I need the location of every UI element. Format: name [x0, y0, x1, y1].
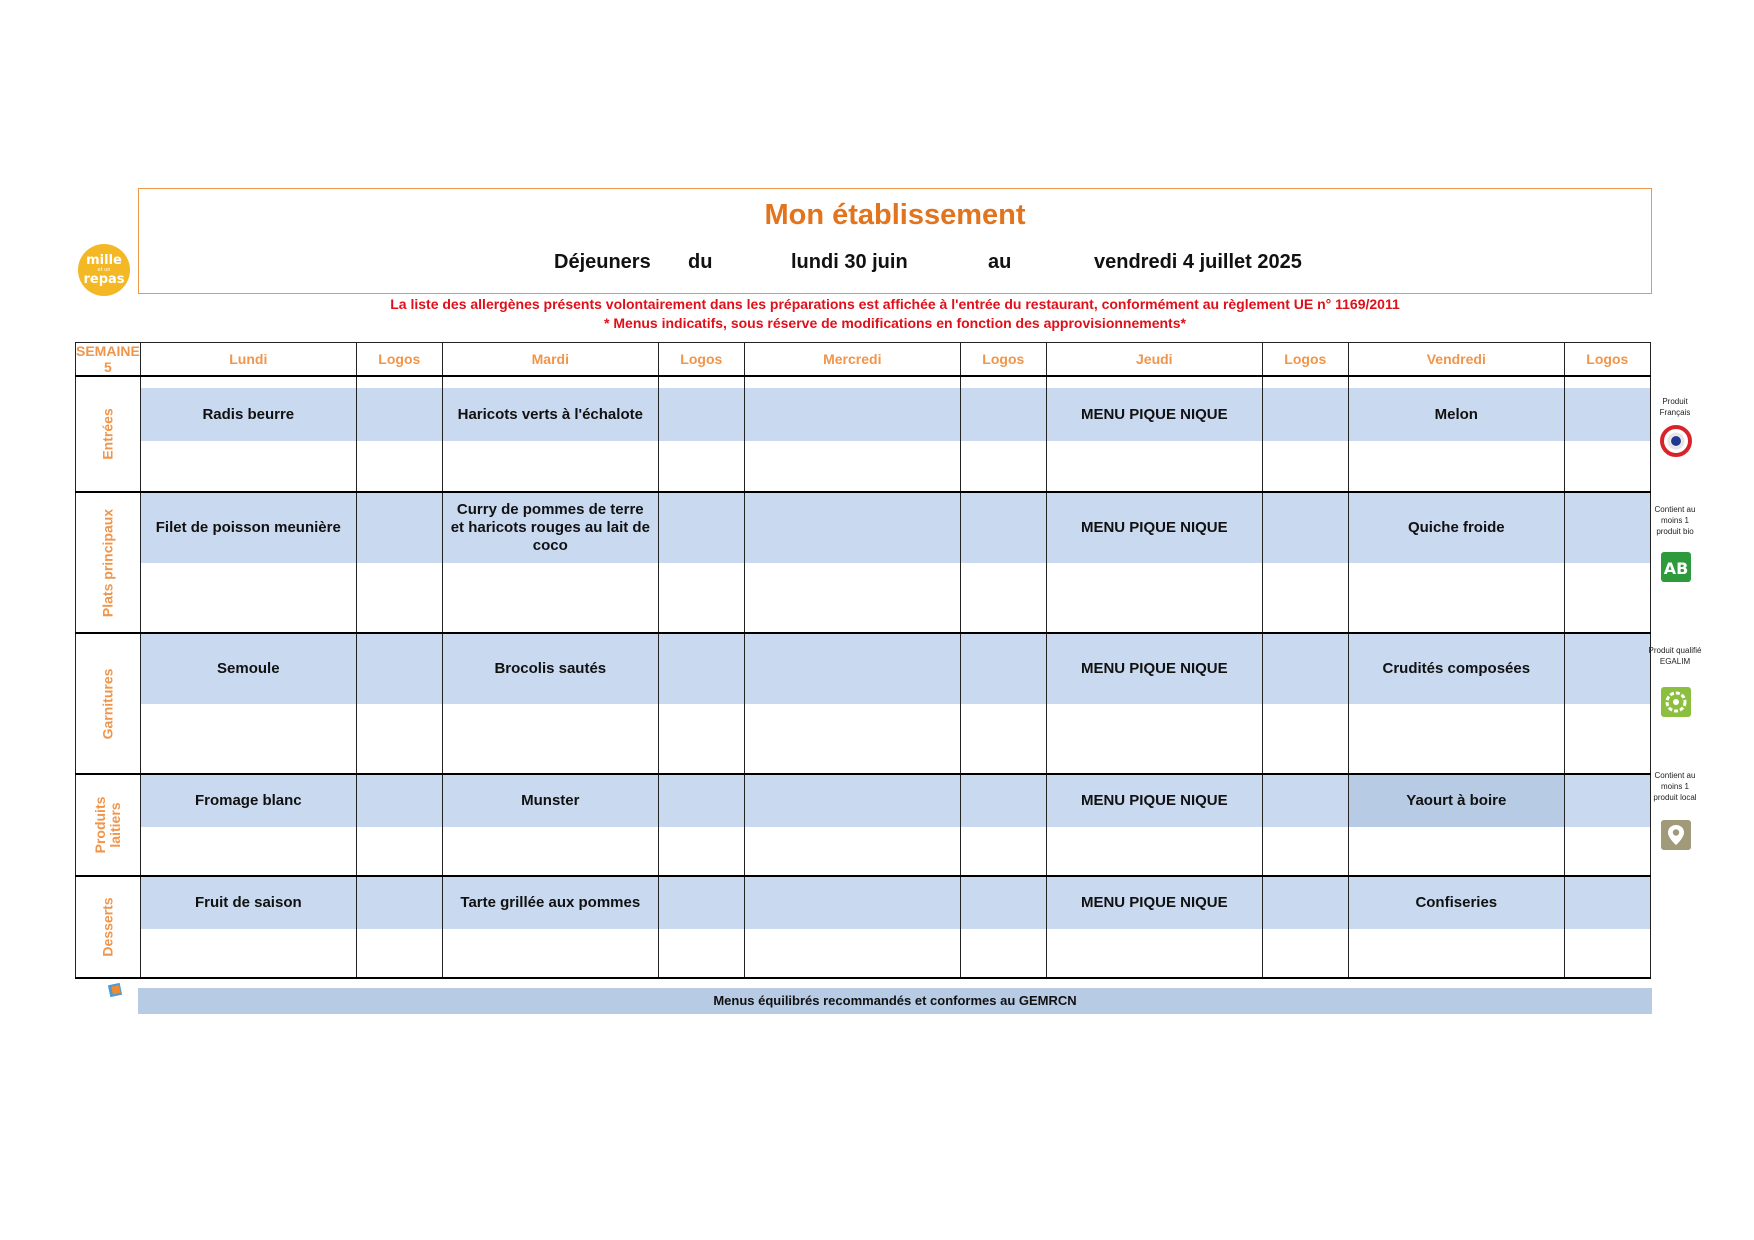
logos-band [1565, 388, 1650, 441]
logos-band [659, 493, 744, 563]
logos-cell [960, 774, 1046, 876]
category-label: Desserts [99, 897, 116, 957]
dish-name: Yaourt à boire [1349, 775, 1564, 827]
category-garnitures [76, 633, 141, 774]
dish-name [745, 775, 960, 827]
dish-name: Radis beurre [141, 388, 356, 441]
category-label: Plats principaux [99, 508, 116, 617]
category-produits-laitiers [76, 774, 141, 876]
logo-text-1: mille [86, 253, 122, 268]
col-header-mercredi: Mercredi [744, 343, 960, 377]
dish-name: Tarte grillée aux pommes [443, 877, 658, 929]
logos-band [961, 493, 1046, 563]
logos-band [1565, 493, 1650, 563]
logos-cell [658, 876, 744, 978]
menu-row [76, 376, 1651, 492]
menu-cell-jeudi [1046, 633, 1262, 774]
menu-cell-mardi [442, 876, 658, 978]
logos-band [357, 493, 442, 563]
logos-cell [1564, 876, 1650, 978]
dish-name: Melon [1349, 388, 1564, 441]
svg-text:AB: AB [1663, 559, 1689, 578]
menu-cell-mercredi [744, 774, 960, 876]
col-header-logos: Logos [1564, 343, 1650, 377]
col-header-logos: Logos [960, 343, 1046, 377]
logos-band [1263, 775, 1348, 827]
footer-banner: Menus équilibrés recommandés et conformes au GEMRCN [138, 988, 1652, 1014]
dish-name: Filet de poisson meunière [141, 493, 356, 563]
logos-band [659, 388, 744, 441]
week-label: SEMAINE 5 [76, 343, 140, 375]
logos-cell [658, 633, 744, 774]
col-header-logos: Logos [658, 343, 744, 377]
logos-cell [1564, 774, 1650, 876]
local-product-icon [1660, 819, 1692, 851]
logos-cell [960, 633, 1046, 774]
logos-band [1565, 775, 1650, 827]
dish-name: Fruit de saison [141, 877, 356, 929]
menu-cell-vendredi [1348, 774, 1564, 876]
logos-band [357, 388, 442, 441]
category-entrees [76, 376, 141, 492]
dish-name: Fromage blanc [141, 775, 356, 827]
logos-cell [356, 876, 442, 978]
logos-band [659, 775, 744, 827]
logos-cell [658, 492, 744, 633]
menu-cell-lundi [140, 876, 356, 978]
logos-cell [1564, 376, 1650, 492]
menu-cell-mardi [442, 633, 658, 774]
logos-cell [960, 492, 1046, 633]
dish-name: MENU PIQUE NIQUE [1047, 775, 1262, 827]
dish-name: Crudités composées [1349, 634, 1564, 704]
page-title: Mon établissement [764, 199, 1026, 231]
dish-name: Brocolis sautés [443, 634, 658, 704]
logos-band [961, 388, 1046, 441]
menu-cell-mardi [442, 492, 658, 633]
dish-name [745, 493, 960, 563]
logos-cell [658, 774, 744, 876]
legend-label-french: Produit Français [1659, 397, 1691, 417]
legend-label-bio: Contient au moins 1 produit bio [1654, 505, 1696, 536]
dish-name: MENU PIQUE NIQUE [1047, 877, 1262, 929]
date-end: vendredi 4 juillet 2025 [1094, 251, 1302, 273]
logos-cell [1564, 633, 1650, 774]
logos-band [961, 634, 1046, 704]
dish-name: MENU PIQUE NIQUE [1047, 493, 1262, 563]
dejeuners-label: Déjeuners [554, 251, 651, 273]
menu-cell-jeudi [1046, 376, 1262, 492]
organic-ab-icon [1660, 551, 1692, 583]
dish-name: MENU PIQUE NIQUE [1047, 388, 1262, 441]
logos-band [357, 775, 442, 827]
dish-name: Semoule [141, 634, 356, 704]
menu-cell-mardi [442, 376, 658, 492]
menu-table [75, 342, 1651, 979]
logo-text-2: et un [97, 267, 111, 273]
french-product-icon [1660, 425, 1692, 457]
dish-name [745, 634, 960, 704]
menu-cell-jeudi [1046, 492, 1262, 633]
category-label: Produits laitiers [91, 796, 123, 854]
logos-cell [1262, 376, 1348, 492]
menu-cell-vendredi [1348, 492, 1564, 633]
col-header-logos: Logos [1262, 343, 1348, 377]
dish-name: Quiche froide [1349, 493, 1564, 563]
menu-row [76, 774, 1651, 876]
logos-cell [1262, 633, 1348, 774]
logos-cell [1262, 876, 1348, 978]
dish-name: Curry de pommes de terre et haricots rouges au lait de coco [443, 493, 658, 563]
dish-name [745, 388, 960, 441]
menu-cell-mercredi [744, 876, 960, 978]
egalim-icon [1660, 686, 1692, 718]
logos-cell [960, 876, 1046, 978]
logos-band [1263, 634, 1348, 704]
menu-cell-mardi [442, 774, 658, 876]
col-header-logos: Logos [356, 343, 442, 377]
category-desserts [76, 876, 141, 978]
au-label: au [988, 251, 1012, 273]
dish-name: MENU PIQUE NIQUE [1047, 634, 1262, 704]
logos-band [1263, 877, 1348, 929]
dish-name [745, 877, 960, 929]
decorative-cube-icon [106, 981, 124, 999]
dish-name: Confiseries [1349, 877, 1564, 929]
col-header-vendredi: Vendredi [1348, 343, 1564, 377]
category-label: Garnitures [99, 668, 116, 739]
menu-row [76, 492, 1651, 633]
logos-band [961, 877, 1046, 929]
brand-logo [78, 244, 130, 296]
indicative-notice: * Menus indicatifs, sous réserve de modifications en fonction des approvisionnements* [604, 315, 1186, 331]
allergens-notice: La liste des allergènes présents volontairement dans les préparations est affichée à l'entrée du restaurant, conformément au règlement UE n° 1169/2011 [390, 296, 1400, 312]
logos-cell [1262, 492, 1348, 633]
logo-text-3: repas [83, 272, 125, 287]
menu-cell-mercredi [744, 492, 960, 633]
logos-cell [356, 492, 442, 633]
menu-cell-mercredi [744, 376, 960, 492]
dish-name: Munster [443, 775, 658, 827]
col-header-jeudi: Jeudi [1046, 343, 1262, 377]
date-start: lundi 30 juin [791, 251, 908, 273]
menu-row [76, 633, 1651, 774]
logos-band [1565, 634, 1650, 704]
menu-cell-vendredi [1348, 376, 1564, 492]
header-row [76, 343, 1651, 377]
dish-name: Haricots verts à l'échalote [443, 388, 658, 441]
logos-cell [960, 376, 1046, 492]
category-label: Entrées [99, 408, 116, 460]
logos-band [1263, 493, 1348, 563]
menu-cell-vendredi [1348, 876, 1564, 978]
legend-label-local: Contient au moins 1 produit local [1653, 771, 1697, 802]
menu-cell-lundi [140, 492, 356, 633]
logos-cell [356, 774, 442, 876]
menu-cell-jeudi [1046, 876, 1262, 978]
menu-cell-lundi [140, 376, 356, 492]
logos-cell [356, 376, 442, 492]
logos-band [1565, 877, 1650, 929]
menu-cell-lundi [140, 633, 356, 774]
du-label: du [688, 251, 713, 273]
legend-label-egalim: Produit qualifié EGALIM [1648, 646, 1702, 666]
menu-cell-jeudi [1046, 774, 1262, 876]
category-plats-principaux [76, 492, 141, 633]
menu-cell-mercredi [744, 633, 960, 774]
logos-band [357, 634, 442, 704]
menu-cell-lundi [140, 774, 356, 876]
menu-cell-vendredi [1348, 633, 1564, 774]
menu-row [76, 876, 1651, 978]
logos-cell [658, 376, 744, 492]
logos-cell [1564, 492, 1650, 633]
col-header-lundi: Lundi [140, 343, 356, 377]
col-header-mardi: Mardi [442, 343, 658, 377]
logos-cell [356, 633, 442, 774]
logos-band [659, 877, 744, 929]
logos-band [357, 877, 442, 929]
logos-cell [1262, 774, 1348, 876]
logos-band [1263, 388, 1348, 441]
logos-band [961, 775, 1046, 827]
header-box [138, 188, 1652, 294]
logos-band [659, 634, 744, 704]
